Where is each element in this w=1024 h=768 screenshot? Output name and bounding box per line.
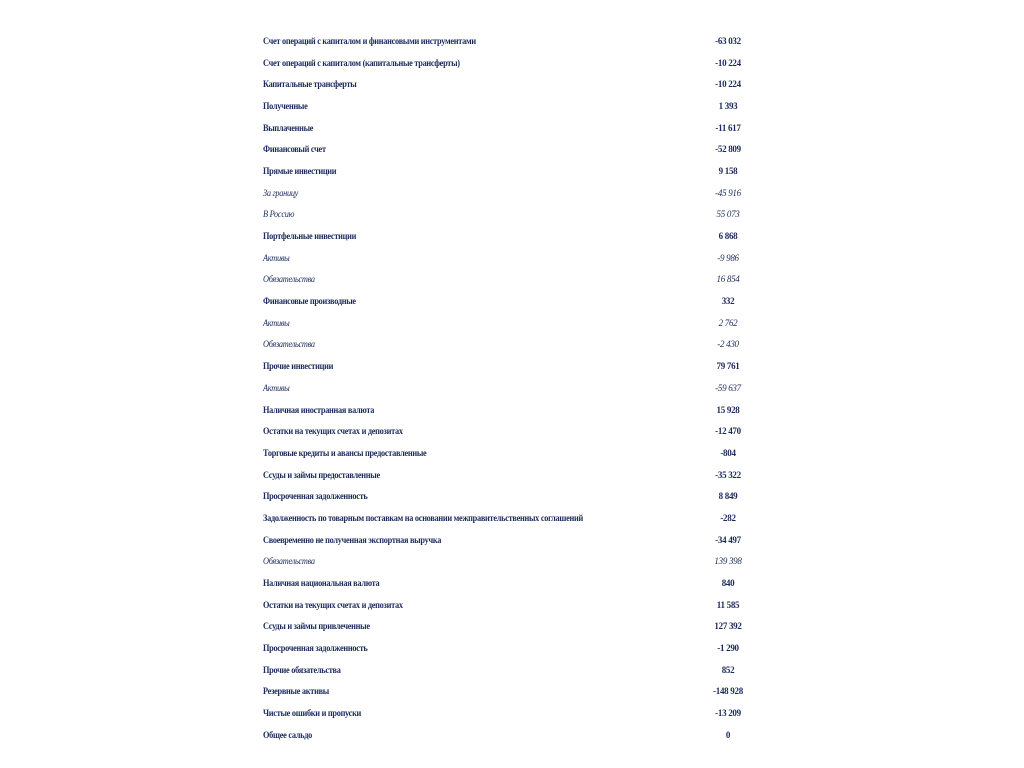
row-value: -11 617 — [715, 122, 741, 133]
row-value: -34 497 — [715, 534, 741, 545]
row-value: 9 158 — [718, 165, 738, 176]
table-row — [263, 52, 783, 74]
row-label: Портфельные инвестиции — [263, 231, 357, 242]
row-label: Прочие инвестиции — [263, 361, 334, 372]
table-row — [263, 225, 783, 247]
row-label: За границу — [263, 187, 299, 198]
table-row — [263, 290, 783, 312]
row-value: -804 — [720, 447, 736, 458]
row-label: Своевременно не полученная экспортная выручка — [263, 534, 442, 545]
row-label: Активы — [263, 382, 290, 393]
row-label: Финансовый счет — [263, 144, 326, 155]
row-label: Резервные активы — [263, 686, 329, 697]
table-row — [263, 377, 783, 399]
table-row — [263, 594, 783, 616]
table-row — [263, 182, 783, 204]
row-label: Обязательства — [263, 339, 315, 350]
table-row — [263, 659, 783, 681]
table-row — [263, 551, 783, 573]
table-row — [263, 312, 783, 334]
table-row — [263, 95, 783, 117]
row-value: 139 398 — [714, 556, 742, 567]
row-value: 55 073 — [716, 209, 740, 220]
table-row — [263, 442, 783, 464]
table-row — [263, 399, 783, 421]
row-value: -13 209 — [715, 708, 741, 719]
row-value: 79 761 — [716, 361, 740, 372]
row-label: Прочие обязательства — [263, 664, 341, 675]
row-value: -12 470 — [715, 426, 741, 437]
table-row — [263, 420, 783, 442]
row-value: 332 — [721, 296, 735, 307]
row-value: -148 928 — [713, 686, 743, 697]
row-value: 15 928 — [716, 404, 740, 415]
row-label: Активы — [263, 252, 290, 263]
row-label: В Россию — [263, 209, 295, 220]
row-label: Остатки на текущих счетах и депозитах — [263, 426, 403, 437]
table-row — [263, 138, 783, 160]
row-label: Остатки на текущих счетах и депозитах — [263, 599, 403, 610]
row-label: Торговые кредиты и авансы предоставленные — [263, 447, 427, 458]
table-row — [263, 529, 783, 551]
row-value: -52 809 — [715, 144, 741, 155]
row-value: 11 585 — [716, 599, 740, 610]
row-value: -1 290 — [717, 643, 739, 654]
row-value: 2 762 — [718, 317, 738, 328]
table-row — [263, 204, 783, 226]
row-label: Ссуды и займы привлеченные — [263, 621, 370, 632]
table-row — [263, 702, 783, 724]
row-value: 127 392 — [714, 621, 742, 632]
row-label: Счет операций с капиталом (капитальные трансферты) — [263, 57, 460, 68]
row-value: -2 430 — [717, 339, 739, 350]
table-row — [263, 464, 783, 486]
row-value: 8 849 — [718, 491, 738, 502]
table-row — [263, 334, 783, 356]
row-value: -10 224 — [715, 79, 741, 90]
table-row — [263, 507, 783, 529]
row-value: 16 854 — [716, 274, 740, 285]
table-row — [263, 73, 783, 95]
row-label: Счет операций с капиталом и финансовыми инструментами — [263, 35, 476, 46]
row-label: Выплаченные — [263, 122, 314, 133]
row-value: -10 224 — [715, 57, 741, 68]
row-label: Наличная иностранная валюта — [263, 404, 375, 415]
balance-of-payments-table — [263, 30, 783, 746]
row-label: Прямые инвестиции — [263, 165, 337, 176]
row-value: -45 916 — [715, 187, 741, 198]
row-label: Общее сальдо — [263, 729, 313, 740]
row-label: Полученные — [263, 100, 308, 111]
table-row — [263, 269, 783, 291]
row-value: -59 637 — [715, 382, 741, 393]
row-value: -282 — [720, 512, 736, 523]
table-row — [263, 160, 783, 182]
row-label: Капитальные трансферты — [263, 79, 357, 90]
table-row — [263, 355, 783, 377]
table-row — [263, 616, 783, 638]
table-row — [263, 117, 783, 139]
table-row — [263, 247, 783, 269]
table-row — [263, 637, 783, 659]
row-value: -9 986 — [717, 252, 739, 263]
row-value: 840 — [721, 578, 735, 589]
row-value: -35 322 — [715, 469, 741, 480]
row-value: -63 032 — [715, 35, 741, 46]
row-label: Финансовые производные — [263, 296, 356, 307]
row-value: 1 393 — [718, 100, 738, 111]
row-label: Чистые ошибки и пропуски — [263, 708, 362, 719]
row-value: 0 — [725, 729, 731, 740]
table-row — [263, 485, 783, 507]
row-label: Обязательства — [263, 274, 315, 285]
table-row — [263, 681, 783, 703]
row-label: Ссуды и займы предоставленные — [263, 469, 380, 480]
row-label: Просроченная задолженность — [263, 491, 368, 502]
row-label: Активы — [263, 317, 290, 328]
row-value: 6 868 — [718, 231, 738, 242]
row-value: 852 — [721, 664, 735, 675]
table-row — [263, 724, 783, 746]
row-label: Задолженность по товарным поставкам на основании межправительственных соглашений — [263, 512, 584, 523]
table-row — [263, 572, 783, 594]
row-label: Обязательства — [263, 556, 315, 567]
row-label: Наличная национальная валюта — [263, 578, 380, 589]
row-label: Просроченная задолженность — [263, 643, 368, 654]
table-row — [263, 30, 783, 52]
